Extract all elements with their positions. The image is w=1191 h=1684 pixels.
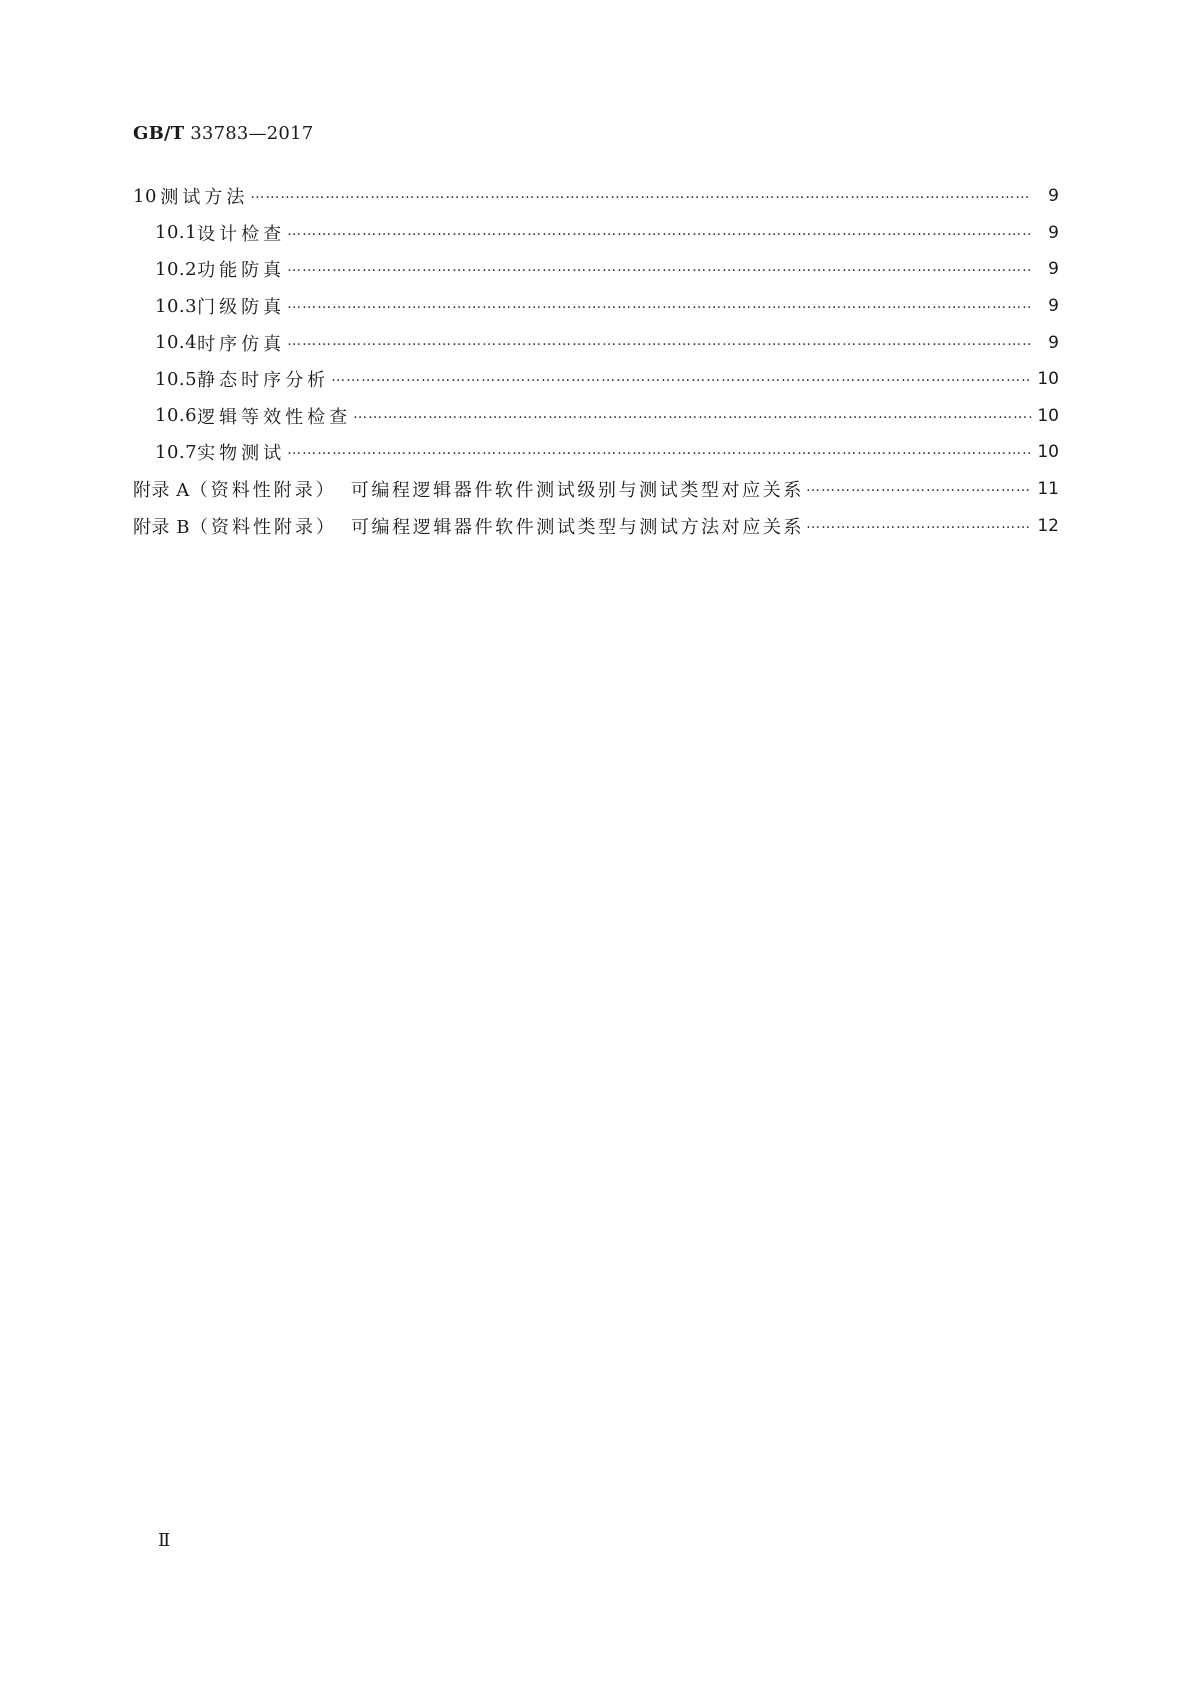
toc-entry-subtitle: 可编程逻辑器件软件测试级别与测试类型对应关系 — [350, 480, 804, 502]
toc-entry-10-4[interactable] — [133, 324, 1059, 361]
toc-leader-dots — [250, 186, 1031, 202]
toc-entry-10-3[interactable] — [133, 288, 1059, 325]
toc-entry-title: 实物测试 — [197, 443, 286, 465]
toc-entry-title: 测试方法 — [160, 187, 249, 209]
toc-entry-appendix-a[interactable] — [133, 471, 1059, 508]
toc-entry-page: 9 — [1048, 332, 1059, 353]
toc-entry-subtitle: 可编程逻辑器件软件测试类型与测试方法对应关系 — [350, 516, 805, 538]
toc-entry-title: 设计检查 — [197, 223, 286, 245]
toc-entry-title: 静态时序分析 — [197, 370, 330, 392]
toc-entry-title: （资料性附录） — [189, 480, 337, 502]
toc-entry-title: 逻辑等效性检查 — [197, 406, 352, 428]
toc-entry-page: 12 — [1037, 515, 1059, 536]
toc-entry-page: 9 — [1048, 296, 1059, 317]
toc-entry-number: 10.4 — [155, 332, 198, 354]
toc-entry-title: 功能防真 — [197, 260, 286, 282]
toc-entry-page: 9 — [1048, 186, 1059, 207]
toc-entry-number: 10.3 — [155, 295, 198, 317]
toc-entry-appendix-b[interactable] — [133, 507, 1059, 544]
toc-leader-dots — [806, 479, 1031, 495]
toc-entry-10-7[interactable] — [133, 434, 1059, 471]
toc-leader-dots — [287, 259, 1031, 275]
toc-entry-page: 10 — [1037, 442, 1059, 463]
toc-entry-title: 门级防真 — [197, 297, 286, 319]
toc-entry-number: 10.7 — [155, 441, 198, 463]
toc-entry-number: 10.5 — [155, 368, 198, 390]
toc-leader-dots — [287, 296, 1031, 312]
toc-entry-10[interactable] — [133, 178, 1059, 215]
toc-entry-page: 9 — [1048, 222, 1059, 243]
toc-entry-number: 10.2 — [155, 258, 198, 280]
toc-entry-10-2[interactable] — [133, 251, 1059, 288]
toc-entry-page: 10 — [1037, 369, 1059, 390]
toc-entry-page: 9 — [1048, 259, 1059, 280]
toc-entry-title: 时序仿真 — [197, 333, 286, 355]
standard-code — [133, 122, 313, 146]
toc-entry-number: 10.1 — [155, 222, 198, 244]
toc-entry-page: 10 — [1037, 405, 1059, 426]
toc-leader-dots — [806, 516, 1031, 532]
toc-leader-dots — [331, 369, 1031, 385]
toc-leader-dots — [287, 333, 1031, 349]
toc-entry-title: （资料性附录） — [189, 516, 337, 538]
toc-entry-number: 附录 A — [133, 480, 190, 502]
toc-leader-dots — [287, 223, 1031, 239]
toc-leader-dots — [353, 406, 1031, 422]
toc-entry-10-6[interactable] — [133, 398, 1059, 435]
toc-entry-number: 10 — [133, 185, 157, 207]
toc-entry-10-1[interactable] — [133, 215, 1059, 252]
page-number: Ⅱ — [158, 1530, 171, 1551]
toc-entry-number: 附录 B — [133, 516, 190, 538]
toc-leader-dots — [287, 442, 1031, 458]
standard-number: 33783—2017 — [190, 123, 314, 144]
toc-entry-number: 10.6 — [155, 405, 198, 427]
toc-entry-page: 11 — [1037, 479, 1059, 500]
table-of-contents — [133, 178, 1059, 544]
toc-entry-10-5[interactable] — [133, 361, 1059, 398]
standard-prefix: GB/T — [133, 123, 185, 144]
